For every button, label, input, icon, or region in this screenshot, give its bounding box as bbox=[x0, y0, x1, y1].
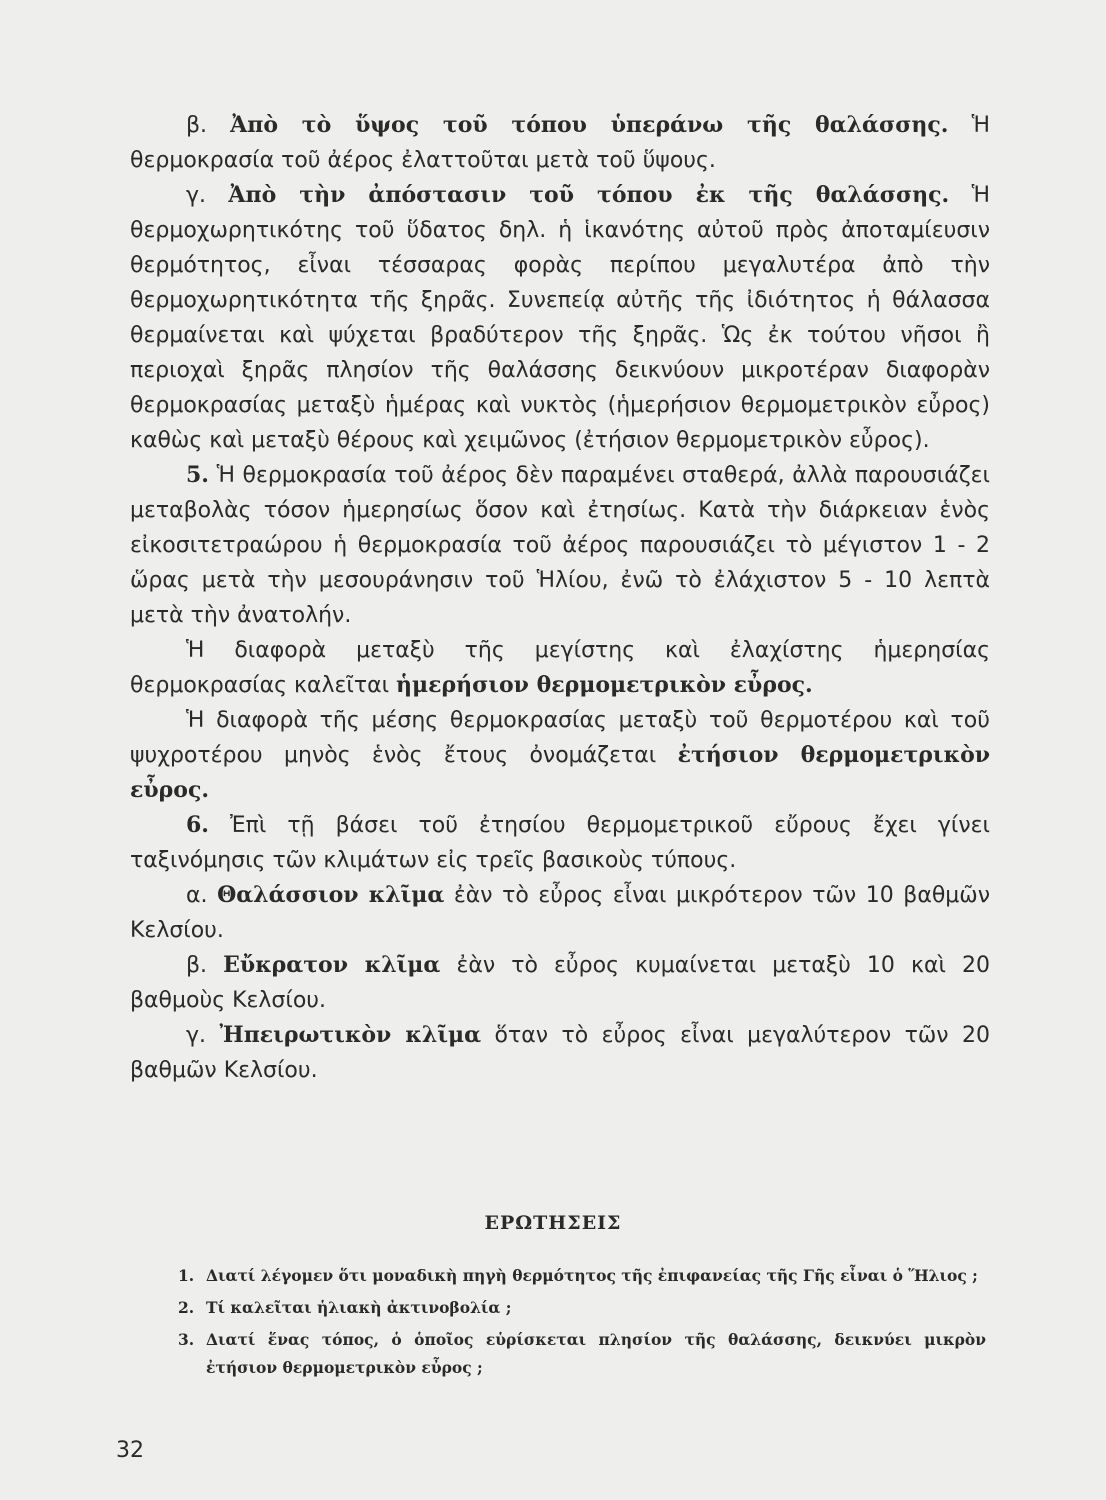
paragraph-daily-range: Ἡ διαφορὰ μεταξὺ τῆς μεγίστης καὶ ἐλαχίστης ἡμερησίας θερμοκρασίας καλεῖται ἡμερήσιον θερμομετρικὸν εὖρος. bbox=[130, 638, 990, 698]
paragraph-climate-classification: 6. Ἐπὶ τῇ βάσει τοῦ ἐτησίου θερμομετρικοῦ εὔρους ἔχει γίνει ταξινόμησις τῶν κλιμάτων εἰς τρεῖς βασικοὺς τύπους. bbox=[130, 812, 990, 873]
question-number: 3. bbox=[178, 1330, 195, 1349]
question-text: Τί καλεῖται ἡλιακὴ ἀκτινοβολία ; bbox=[206, 1298, 512, 1317]
paragraph-temperature-variation: 5. Ἡ θερμοκρασία τοῦ ἀέρος δὲν παραμένει σταθερά, ἀλλὰ παρουσιάζει μεταβολὰς τόσον ἡμερησίως ὅσον καὶ ἐτησίως. Κατὰ τὴν διάρκειαν ἑνὸς εἰκοσιτετραώρου ἡ θερμοκρασία τοῦ ἀέρος παρουσιάζει τὸ μέγιστον 1 - 2 ὥρας μετὰ τὴν μεσουράνησιν τοῦ Ἡλίου, ἐνῶ τὸ ἐλάχιστον 5 - 10 λεπτὰ μετὰ τὴν ἀνατολήν. bbox=[130, 462, 991, 628]
paragraph-altitude: β. Ἀπὸ τὸ ὕψος τοῦ τόπου ὑπεράνω τῆς θαλάσσης. Ἡ θερμοκρασία τοῦ ἀέρος ἐλαττοῦται μετὰ τοῦ ὕψους. bbox=[130, 112, 990, 173]
body-text bbox=[130, 108, 990, 1088]
question-text: Διατί ἕνας τόπος, ὁ ὁποῖος εὑρίσκεται πλησίον τῆς θαλάσσης, δεικνύει μικρὸν ἐτήσιον θερμομετρικὸν εὖρος ; bbox=[206, 1330, 986, 1377]
question-item bbox=[178, 1326, 986, 1382]
question-number: 2. bbox=[178, 1298, 195, 1317]
page-number: 32 bbox=[116, 1438, 144, 1463]
question-item bbox=[178, 1294, 986, 1322]
paragraph-annual-range: Ἡ διαφορὰ τῆς μέσης θερμοκρασίας μεταξὺ τοῦ θερμοτέρου καὶ τοῦ ψυχροτέρου μηνὸς ἑνὸς ἔτους ὀνομάζεται ἐτήσιον θερμομετρικὸν εὖρος. bbox=[130, 708, 991, 803]
paragraph-continental-climate: γ. Ἠπειρωτικὸν κλῖμα ὅταν τὸ εὖρος εἶναι μεγαλύτερον τῶν 20 βαθμῶν Κελσίου. bbox=[130, 1022, 991, 1083]
question-text: Διατί λέγομεν ὅτι μοναδικὴ πηγὴ θερμότητος τῆς ἐπιφανείας τῆς Γῆς εἶναι ὁ Ἥλιος ; bbox=[206, 1266, 978, 1285]
questions-list bbox=[178, 1262, 986, 1386]
question-number: 1. bbox=[178, 1266, 195, 1285]
paragraph-maritime-climate: α. Θαλάσσιον κλῖμα ἐὰν τὸ εὖρος εἶναι μικρότερον τῶν 10 βαθμῶν Κελσίου. bbox=[130, 882, 991, 943]
question-item bbox=[178, 1262, 986, 1290]
paragraph-distance-from-sea: γ. Ἀπὸ τὴν ἀπόστασιν τοῦ τόπου ἐκ τῆς θαλάσσης. Ἡ θερμοχωρητικότης τοῦ ὕδατος δηλ. ἡ ἱκανότης αὐτοῦ πρὸς ἀποταμίευσιν θερμότητος, εἶναι τέσσαρας φορὰς περίπου μεγαλυτέρα ἀπὸ τὴν θερμοχωρητικότητα τῆς ξηρᾶς. Συνεπείᾳ αὐτῆς τῆς ἰδιότητος ἡ θάλασσα θερμαίνεται καὶ ψύχεται βραδύτερον τῆς ξηρᾶς. Ὡς ἐκ τούτου νῆσοι ἢ περιοχαὶ ξηρᾶς πλησίον τῆς θαλάσσης δεικνύουν μικροτέραν διαφορὰν θερμοκρασίας μεταξὺ ἡμέρας καὶ νυκτὸς (ἡμερήσιον θερμομετρικὸν εὖρος) καθὼς καὶ μεταξὺ θέρους καὶ χειμῶνος (ἐτήσιον θερμομετρικὸν εὖρος). bbox=[130, 182, 990, 453]
paragraph-temperate-climate: β. Εὔκρατον κλῖμα ἐὰν τὸ εὖρος κυμαίνεται μεταξὺ 10 καὶ 20 βαθμοὺς Κελσίου. bbox=[130, 952, 991, 1013]
questions-heading: ΕΡΩΤΗΣΕΙΣ bbox=[484, 1212, 622, 1234]
